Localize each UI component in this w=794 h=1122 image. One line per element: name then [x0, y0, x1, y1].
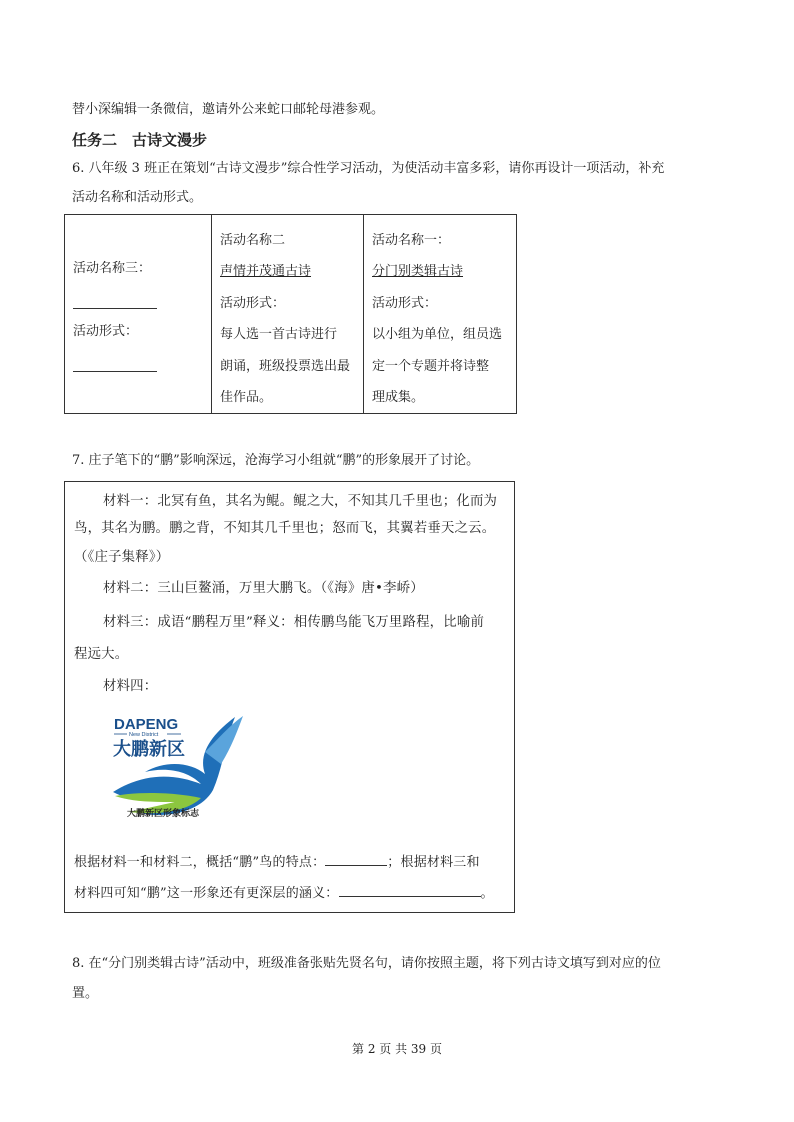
material-three-line: 材料三：成语“鹏程万里”释义：相传鹏鸟能飞万里路程，比喻前 — [103, 615, 485, 630]
activity-three-form-label: 活动形式： — [73, 323, 139, 339]
activity-two-cell — [212, 215, 364, 414]
material-three-line: 程远大。 — [74, 647, 129, 662]
activity-one-form-line: 定一个专题并将诗整 — [372, 358, 490, 374]
bird-traits-blank[interactable] — [325, 851, 387, 866]
activity-one-name-label: 活动名称一： — [372, 233, 451, 248]
logo-subtitle: New District — [129, 732, 159, 738]
material-four-label: 材料四： — [103, 679, 158, 694]
q7-question-line2: 材料四可知“鹏”这一形象还有更深层的涵义： 。 — [74, 882, 494, 903]
task-heading: 任务二 古诗文漫步 — [72, 131, 208, 149]
logo-caption: 大鹏新区形象标志 — [127, 809, 200, 819]
activity-one-form-line: 以小组为单位，组员选 — [372, 327, 503, 343]
activity-three-form-blank[interactable] — [73, 353, 157, 372]
q7-question-line1: 根据材料一和材料二，概括“鹏”鸟的特点： ；根据材料三和 — [74, 851, 480, 872]
material-one-source: （《庄子集释》） — [74, 550, 170, 565]
activity-one-form-line: 理成集。 — [372, 390, 425, 406]
material-one-line: 鸟，其名为鹏。鹏之背，不知其几千里也；怒而飞，其翼若垂天之云。 — [74, 521, 496, 536]
page-footer: 第 2 页 共 39 页 — [352, 1042, 442, 1056]
activity-two-form-label: 活动形式： — [220, 295, 286, 311]
activity-three-name-blank[interactable] — [73, 290, 157, 309]
activity-two-name: 声情并茂通古诗 — [220, 264, 312, 280]
activity-one-cell — [364, 215, 517, 414]
activity-three-name-label: 活动名称三： — [73, 261, 152, 276]
logo-title: DAPENG — [114, 716, 179, 733]
activity-two-form-line: 每人选一首古诗进行 — [220, 327, 338, 343]
q6-line1: 6. 八年级 3 班正在策划“古诗文漫步”综合性学习活动，为使活动丰富多彩，请你再设计一项活动，补充 — [72, 161, 665, 176]
q7-line: 7. 庄子笔下的“鹏”影响深远，沧海学习小组就“鹏”的形象展开了讨论。 — [72, 453, 480, 468]
activity-two-name-label: 活动名称二 — [220, 233, 286, 248]
deeper-meaning-blank[interactable] — [339, 882, 481, 897]
dapeng-logo — [105, 712, 255, 832]
logo-cn-name: 大鹏新区 — [113, 739, 185, 760]
intro-line: 替小深编辑一条微信，邀请外公来蛇口邮轮母港参观。 — [72, 102, 385, 117]
q6-line2: 活动名称和活动形式。 — [72, 190, 203, 205]
material-two-line: 材料二：三山巨鳌涌，万里大鹏飞。（《海》唐•李峤） — [103, 581, 424, 596]
activity-one-name: 分门别类辑古诗 — [372, 264, 464, 280]
activity-table — [64, 214, 517, 414]
activity-one-form-label: 活动形式： — [372, 295, 438, 311]
q8-line1: 8. 在“分门别类辑古诗”活动中，班级准备张贴先贤名句，请你按照主题，将下列古诗文填写到对应的位 — [72, 956, 661, 971]
material-box — [64, 481, 515, 913]
activity-three-cell — [65, 215, 212, 414]
activity-two-form-line: 佳作品。 — [220, 390, 273, 406]
activity-two-form-line: 朗诵，班级投票选出最 — [220, 358, 351, 374]
q8-line2: 置。 — [72, 986, 99, 1001]
material-one-line: 材料一：北冥有鱼，其名为鲲。鲲之大，不知其几千里也；化而为 — [103, 494, 498, 509]
